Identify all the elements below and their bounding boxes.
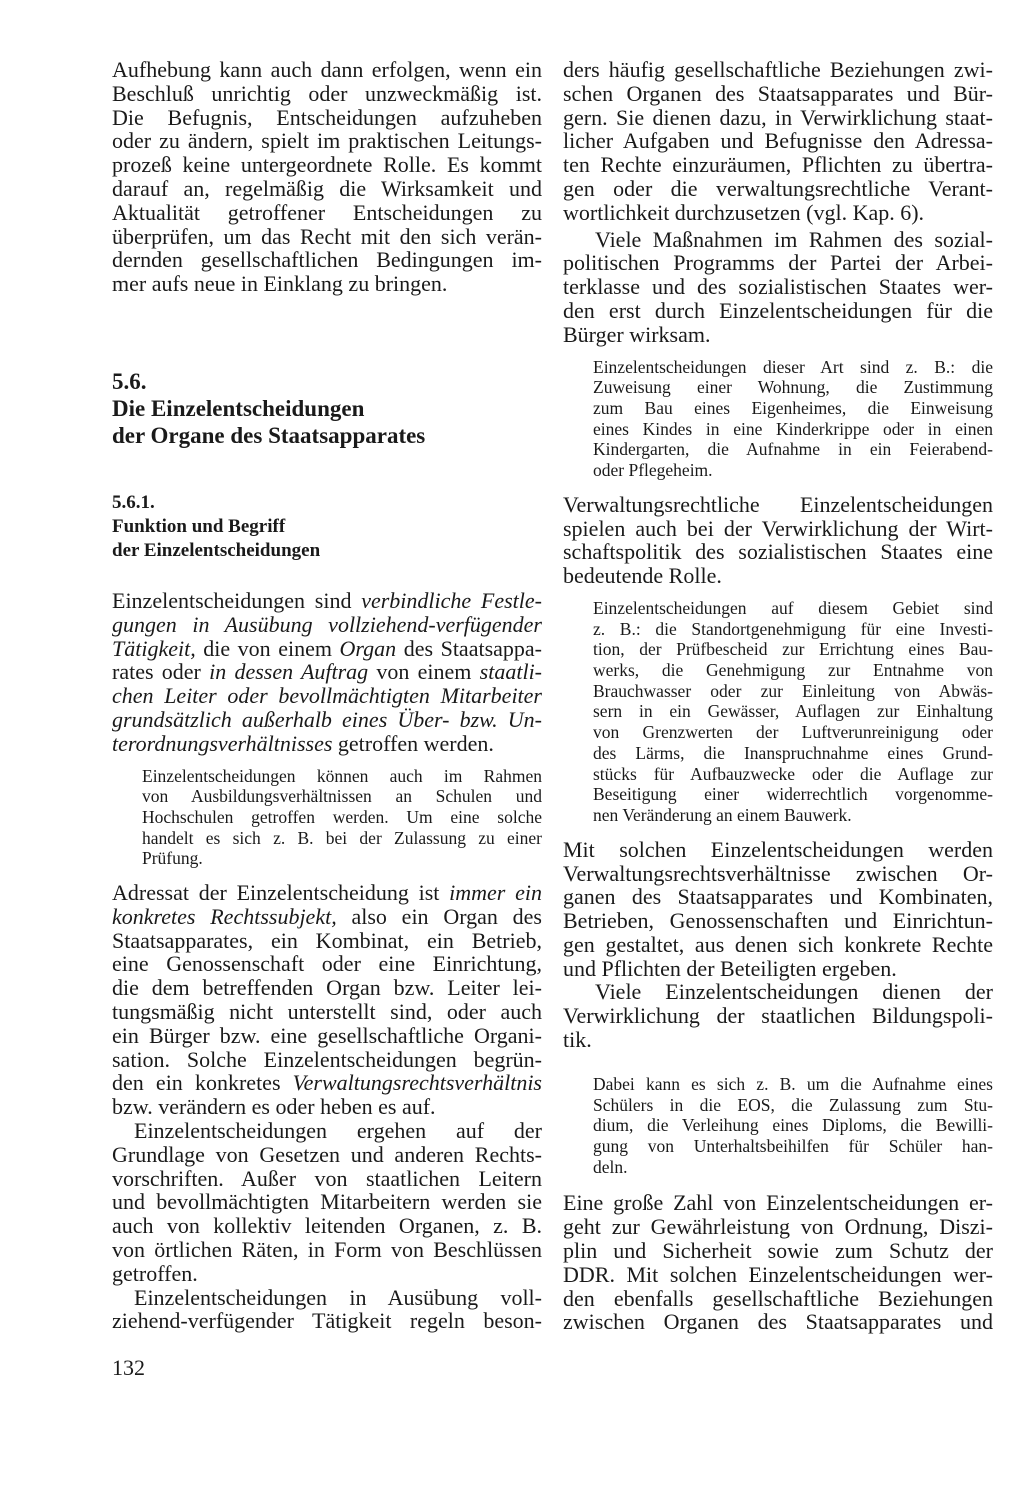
text-line: bzw. verändern es oder heben es auf. (112, 1094, 436, 1120)
note-eos (563, 1074, 993, 1178)
text-line: Hochschulen getroffen werden. Um eine solche (142, 806, 542, 827)
note-standort (563, 598, 993, 826)
text-line: Viele Maßnahmen im Rahmen des sozial- (595, 226, 993, 252)
note-ausbildung (112, 766, 542, 870)
text-line: terklasse und des sozialistischen Staates wer- (563, 274, 993, 300)
text-line: den erst durch Einzelentscheidungen für die (563, 297, 993, 323)
text-line: des Lärms, die Inanspruchnahme eines Grund- (593, 742, 993, 763)
paragraph-sozialpolitik (563, 228, 993, 347)
text-run: von einem (368, 659, 480, 685)
subsection-title-line: der Einzelentscheidungen (112, 539, 321, 561)
text-run: den ein konkretes (112, 1070, 293, 1096)
text-line: vorschriften. Außer von staatlichen Leitern (112, 1165, 542, 1191)
subsection-number: 5.6.1. (112, 491, 155, 513)
italic-run: immer ein (449, 880, 542, 906)
text-run: die von einem (195, 635, 340, 661)
text-line (112, 589, 542, 613)
text-line: getroffen. (112, 1260, 198, 1286)
text-line: nen Veränderung an einem Bauwerk. (593, 805, 852, 825)
text-line: und bevollmächtigten Mitarbeitern werden sie (112, 1189, 542, 1215)
text-line: Bürger wirksam. (563, 321, 711, 347)
text-line: Verwaltungsrechtsverhältnisse zwischen Or- (563, 860, 993, 886)
text-line: Verwirklichung der staatlichen Bildungspoli- (563, 1003, 993, 1029)
text-line: gen oder die verwaltungsrechtliche Verant- (563, 175, 993, 201)
text-line: darauf an, regelmäßig die Wirksamkeit und (112, 175, 542, 201)
text-line: wortlichkeit durchzusetzen (vgl. Kap. 6). (563, 199, 925, 225)
text-line: tion, der Prüfbescheid zur Errichtung eines Bau- (593, 639, 993, 660)
text-line (112, 684, 542, 708)
italic-run: grundsätzlich außerhalb eines Über- bzw. Un- (112, 706, 542, 732)
text-line: eine Genossenschaft oder eine Einrichtung, (112, 951, 542, 977)
text-line: Aufhebung kann auch dann erfolgen, wenn ein (112, 57, 542, 82)
text-line: sern in ein Gewässer, Auflagen zur Einhaltung (593, 701, 993, 722)
text-line: deln. (593, 1156, 628, 1177)
paragraph-ordnung (563, 1191, 993, 1334)
italic-run: Verwaltungsrechtsverhältnis (292, 1070, 542, 1096)
text-run: Adressat der Einzelentscheidung ist (112, 880, 450, 906)
text-line: von Grenzwerten der Luftverunreinigung oder (593, 722, 993, 743)
text-line (112, 881, 542, 905)
text-line: werks, die Genehmigung zur Entnahme von (593, 660, 993, 681)
text-line: Zuweisung einer Wohnung, die Zustimmung (593, 377, 993, 398)
text-line: Einzelentscheidungen auf diesem Gebiet sind (593, 597, 993, 618)
section-number: 5.6. (112, 368, 147, 394)
paragraph-adressat (112, 881, 542, 1119)
section-title-line: der Organe des Staatsapparates (112, 422, 426, 448)
text-line: von Ausbildungsverhältnissen an Schulen und (142, 786, 542, 807)
text-run: rates oder (112, 659, 210, 685)
text-line: Beschluß unrichtig oder unzweckmäßig ist. (112, 80, 542, 106)
paragraph-definition (112, 589, 542, 756)
subsection-heading (112, 491, 542, 563)
text-line (112, 660, 542, 684)
text-line: oder zu ändern, spielt im praktischen Leitungs- (112, 128, 542, 154)
text-line: die dem betreffenden Organ bzw. Leiter lei- (112, 975, 542, 1001)
text-line: Aktualität getroffener Entscheidungen zu (112, 199, 542, 225)
text-line: plin und Sicherheit sowie zum Schutz der (563, 1237, 993, 1263)
text-line: Beseitigung einer widerrechtlich vorgenomme- (593, 784, 993, 805)
text-line: z. B.: die Standortgenehmigung für eine Investi- (593, 618, 993, 639)
section-heading (112, 368, 542, 449)
text-line: Einzelentscheidungen ergehen auf der (134, 1118, 542, 1144)
paragraph-verwaltungsrechtsverhaeltnisse (563, 838, 993, 981)
text-line: und Pflichten der Beteiligten ergeben. (563, 955, 897, 981)
text-line: Brauchwasser oder zur Einleitung von Abwäs- (593, 680, 993, 701)
text-line: den ebenfalls gesellschaftliche Beziehungen (563, 1285, 993, 1311)
text-run: getroffen werden. (332, 730, 494, 756)
text-line: überprüfen, um das Recht mit den sich verän- (112, 223, 542, 249)
text-line: gern. Sie dienen dazu, in Verwirklichung staat- (563, 104, 993, 130)
text-line: Verwaltungsrechtliche Einzelentscheidungen (563, 491, 993, 517)
text-line: eines Kindes in eine Kinderkrippe oder in einen (593, 418, 993, 439)
paragraph-bildungspolitik (563, 980, 993, 1051)
paragraph-beziehungen (563, 58, 993, 225)
italic-run: Tätigkeit, (112, 635, 196, 661)
paragraph-vollziehend (112, 1286, 542, 1334)
text-line: prozeß keine untergeordnete Rolle. Es kommt (112, 152, 542, 178)
page-number: 132 (112, 1355, 145, 1380)
text-line: zum Bau eines Eigenheimes, die Einweisung (593, 397, 993, 418)
italic-run: konkretes Rechtssubjekt, (112, 903, 337, 929)
text-line: ein Bürger bzw. eine gesellschaftliche Organi- (112, 1022, 542, 1048)
note-wohnung (563, 357, 993, 481)
text-line (112, 637, 542, 661)
text-line: stücks für Aufbauzwecke oder die Auflage zur (593, 763, 993, 784)
paragraph-wirtschaftspolitik (563, 493, 993, 588)
text-run: des Staatsappa- (396, 635, 542, 661)
text-line: mer aufs neue in Einklang zu bringen. (112, 271, 448, 297)
text-line: ten Rechte einzuräumen, Pflichten zu übertra- (563, 152, 993, 178)
text-line (112, 1071, 542, 1095)
italic-run: Organ (339, 635, 397, 661)
text-line: Kindergarten, die Aufnahme in ein Feierabend- (593, 439, 993, 460)
italic-run: chen Leiter oder bevollmächtigten Mitarbeiter (112, 683, 542, 709)
text-line: Dabei kann es sich z. B. um die Aufnahme eines (593, 1073, 993, 1094)
text-line: dernden gesellschaftlichen Bedingungen im- (112, 247, 542, 273)
text-line (112, 905, 542, 929)
text-line: Die Befugnis, Entscheidungen aufzuheben (112, 104, 542, 130)
text-line: schaftspolitik des sozialistischen Staates eine (563, 539, 993, 565)
text-line: Prüfung. (142, 848, 203, 869)
text-line: politischen Programms der Partei der Arbei- (563, 250, 993, 276)
text-line: Einzelentscheidungen können auch im Rahmen (142, 765, 542, 786)
text-run: Einzelentscheidungen sind (112, 587, 362, 613)
left-column (112, 58, 542, 1333)
text-line: ganen des Staatsapparates und Kombinaten, (563, 884, 993, 910)
text-line (112, 708, 542, 732)
text-line: sation. Solche Einzelentscheidungen begrün- (112, 1046, 542, 1072)
text-run: also ein Organ des (336, 903, 542, 929)
text-line: Grundlage von Gesetzen und anderen Rechts- (112, 1141, 542, 1167)
text-line: dium, die Verleihung eines Diploms, die Bewilli- (593, 1115, 993, 1136)
text-line: gen gestaltet, aus denen sich konkrete Rechte (563, 931, 993, 957)
text-line: Eine große Zahl von Einzelentscheidungen er- (563, 1190, 993, 1216)
italic-run: terordnungsverhältnisses (112, 730, 333, 756)
right-column (563, 58, 993, 1334)
text-line (112, 613, 542, 637)
text-line: licher Aufgaben und Befugnisse den Adressa- (563, 128, 993, 154)
text-line: Betrieben, Genossenschaften und Einrichtun- (563, 908, 993, 934)
text-line: Viele Einzelentscheidungen dienen der (595, 979, 993, 1005)
text-line: Schülers in die EOS, die Zulassung zum Stu- (593, 1094, 993, 1115)
section-title-line: Die Einzelentscheidungen (112, 395, 365, 421)
italic-run: in dessen Auftrag (209, 659, 369, 685)
text-line: tik. (563, 1027, 592, 1053)
text-line: oder Pflegeheim. (593, 460, 713, 481)
text-line: schen Organen des Staatsapparates und Bür- (563, 80, 993, 106)
text-line: zwischen Organen des Staatsapparates und (563, 1309, 993, 1335)
text-line: spielen auch bei der Verwirklichung der Wirt- (563, 515, 993, 541)
text-line: ders häufig gesellschaftliche Beziehungen zwi- (563, 57, 993, 82)
text-line (112, 732, 542, 756)
subsection-title-line: Funktion und Begriff (112, 515, 286, 537)
text-line: von örtlichen Räten, in Form von Beschlüssen (112, 1237, 542, 1263)
text-line: tungsmäßig nicht unterstellt sind, oder auch (112, 999, 542, 1025)
text-line: bedeutende Rolle. (563, 563, 722, 589)
text-line: Mit solchen Einzelentscheidungen werden (563, 836, 993, 862)
text-line: DDR. Mit solchen Einzelentscheidungen wer- (563, 1261, 993, 1287)
text-line: handelt es sich z. B. bei der Zulassung zu einer (142, 827, 542, 848)
italic-run: gungen in Ausübung vollziehend-verfügender (112, 611, 542, 637)
text-line: auch von kollektiv leitenden Organen, z. B. (112, 1213, 542, 1239)
paragraph-grundlage (112, 1119, 542, 1286)
text-line: Staatsapparates, ein Kombinat, ein Betrieb, (112, 927, 542, 953)
text-line: Einzelentscheidungen dieser Art sind z. B.: die (593, 356, 993, 377)
text-line: geht zur Gewährleistung von Ordnung, Diszi- (563, 1214, 993, 1240)
italic-run: verbindliche Festle- (361, 587, 542, 613)
text-line: ziehend-verfügender Tätigkeit regeln beson- (112, 1308, 542, 1334)
paragraph-aufhebung (112, 58, 542, 296)
text-line: gung von Unterhaltsbeihilfen für Schüler han- (593, 1135, 993, 1156)
italic-run: staatli- (479, 659, 543, 685)
text-line: Einzelentscheidungen in Ausübung voll- (134, 1284, 542, 1310)
